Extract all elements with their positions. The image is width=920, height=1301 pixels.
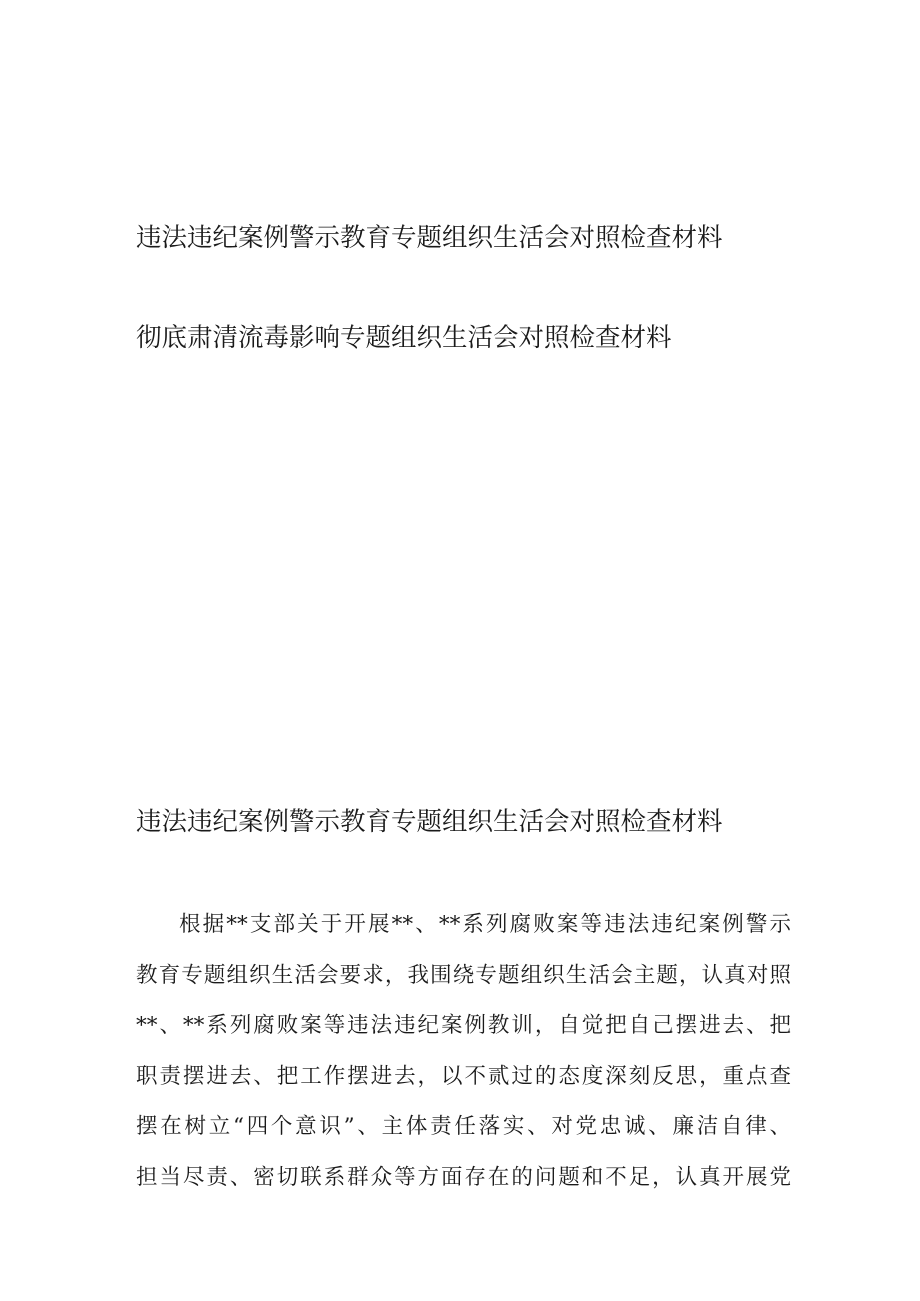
paragraph-line: 教育专题组织生活会要求，我围绕专题组织生活会主题，认真对照 [136, 962, 791, 988]
paragraph-line: 根据**支部关于开展**、**系列腐败案等违法违纪案例警示 [179, 912, 791, 937]
paragraph-line: 担当尽责、密切联系群众等方面存在的问题和不足，认真开展党 [136, 1164, 791, 1190]
document-title: 违法违纪案例警示教育专题组织生活会对照检查材料 [136, 807, 723, 837]
paragraph-line: **、**系列腐败案等违法违纪案例教训，自觉把自己摆进去、把 [136, 1013, 791, 1038]
body-paragraph [136, 900, 791, 1203]
cover-title-secondary: 彻底肃清流毒影响专题组织生活会对照检查材料 [136, 323, 672, 353]
cover-title-primary: 违法违纪案例警示教育专题组织生活会对照检查材料 [136, 223, 723, 253]
paragraph-line: 摆在树立“四个意识”、主体责任落实、对党忠诚、廉洁自律、 [136, 1114, 791, 1139]
paragraph-line: 职责摆进去、把工作摆进去，以不贰过的态度深刻反思，重点查 [136, 1063, 791, 1089]
